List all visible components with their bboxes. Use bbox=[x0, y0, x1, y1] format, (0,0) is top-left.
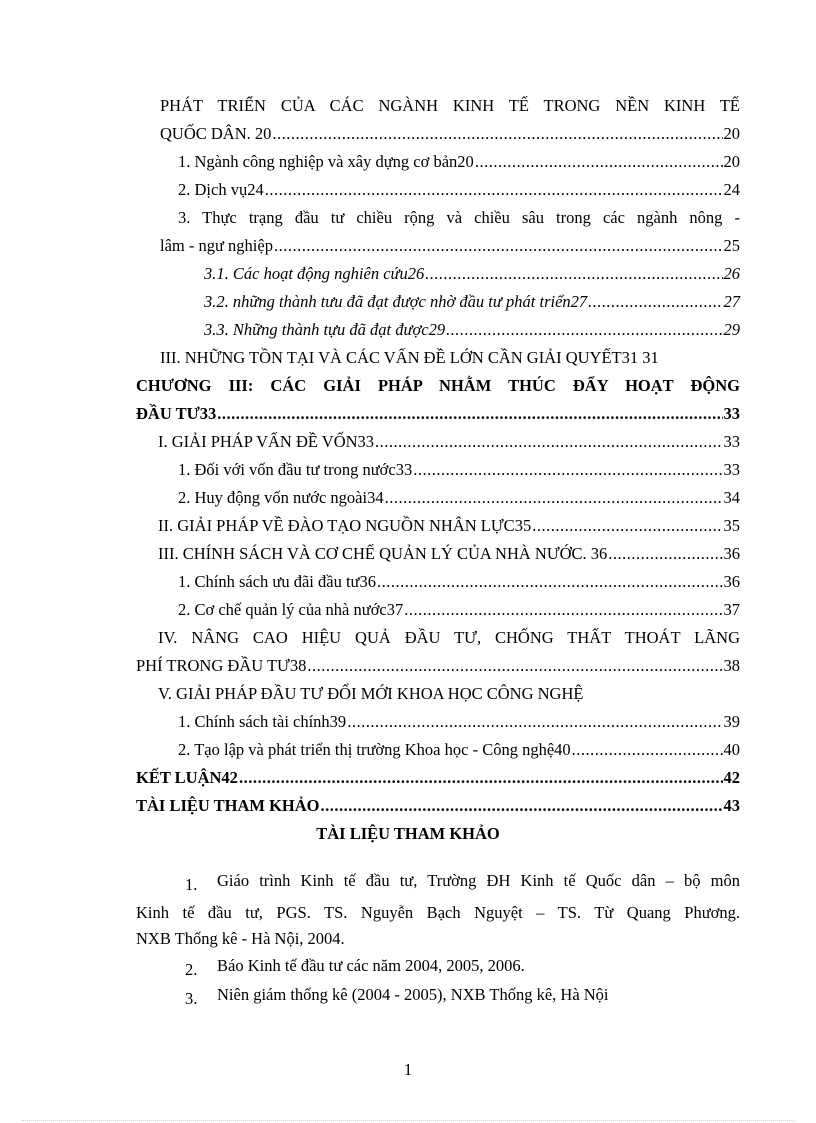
toc-entry-title: 3. Thực trạng đầu tư chiều rộng và chiều sâu trong các ngành nông - bbox=[178, 208, 740, 227]
toc-entry[interactable] bbox=[160, 348, 740, 368]
page-bottom-divider bbox=[22, 1120, 794, 1121]
toc-entry-title: 2. Dịch vụ24 bbox=[178, 180, 264, 199]
toc-entry-title: 3.3. Những thành tựu đã đạt được29 bbox=[204, 320, 446, 339]
toc-entry-title: IV. NÂNG CAO HIỆU QUẢ ĐẦU TƯ, CHỐNG THẤT THOÁT LÃNG bbox=[158, 628, 740, 647]
toc-dot-leader bbox=[404, 600, 722, 620]
toc-dot-leader bbox=[588, 292, 722, 312]
toc-entry-title: 3.1. Các hoạt động nghiên cứu26 bbox=[204, 264, 425, 283]
toc-page-number: 33 bbox=[723, 432, 740, 451]
toc-entry-title: 1. Chính sách ưu đãi đầu tư36 bbox=[178, 572, 376, 591]
reference-item: Niên giám thống kê (2004 - 2005), NXB Thống kê, Hà Nội bbox=[217, 985, 609, 1004]
toc-entry-title: lâm - ngư nghiệp bbox=[160, 236, 273, 255]
references-heading: TÀI LIỆU THAM KHẢO bbox=[316, 824, 500, 843]
toc-entry-title: 1. Chính sách tài chính39 bbox=[178, 712, 347, 731]
toc-entry-title: 3.2. những thành tưu đã đạt được nhờ đầu tư phát triển27 bbox=[204, 292, 588, 311]
toc-entry[interactable] bbox=[178, 208, 740, 228]
reference-item: Báo Kinh tế đầu tư các năm 2004, 2005, 2006. bbox=[217, 956, 525, 975]
toc-entry-title: III. CHÍNH SÁCH VÀ CƠ CHẾ QUẢN LÝ CỦA NHÀ NƯỚC. 36 bbox=[158, 544, 608, 563]
toc-entry[interactable] bbox=[204, 264, 740, 284]
toc-entry-title: III. NHỮNG TỒN TẠI VÀ CÁC VẤN ĐỀ LỚN CẦN GIẢI QUYẾT31 31 bbox=[160, 348, 659, 367]
reference-item: NXB Thống kê - Hà Nội, 2004. bbox=[136, 929, 345, 948]
toc-entry-title: 1. Đối với vốn đầu tư trong nước33 bbox=[178, 460, 413, 479]
toc-page-number: 27 bbox=[723, 292, 740, 311]
toc-dot-leader bbox=[272, 124, 722, 144]
toc-dot-leader bbox=[413, 460, 722, 480]
toc-page-number: 34 bbox=[723, 488, 740, 507]
toc-dot-leader bbox=[446, 320, 722, 340]
toc-dot-leader bbox=[377, 572, 723, 592]
toc-entry-title: TÀI LIỆU THAM KHẢO bbox=[136, 796, 320, 815]
toc-dot-leader bbox=[475, 152, 723, 172]
toc-entry[interactable] bbox=[178, 572, 740, 592]
toc-entry[interactable] bbox=[158, 684, 740, 704]
toc-dot-leader bbox=[425, 264, 722, 284]
toc-entry-title: 2. Huy động vốn nước ngoài34 bbox=[178, 488, 384, 507]
toc-page-number: 20 bbox=[723, 152, 740, 171]
toc-page-number: 37 bbox=[723, 600, 740, 619]
toc-dot-leader bbox=[375, 432, 722, 452]
toc-entry[interactable] bbox=[136, 656, 740, 676]
toc-entry[interactable] bbox=[178, 460, 740, 480]
toc-page-number: 36 bbox=[723, 544, 740, 563]
toc-dot-leader bbox=[532, 516, 722, 536]
toc-entry-title: QUỐC DÂN. 20 bbox=[160, 124, 272, 143]
toc-entry[interactable] bbox=[178, 712, 740, 732]
toc-entry[interactable] bbox=[178, 180, 740, 200]
toc-entry-title: 2. Tạo lập và phát triển thị trường Khoa học - Công nghệ40 bbox=[178, 740, 571, 759]
toc-dot-leader bbox=[608, 544, 722, 564]
toc-entry[interactable] bbox=[178, 152, 740, 172]
toc-entry-title: II. GIẢI PHÁP VỀ ĐÀO TẠO NGUỒN NHÂN LỰC35 bbox=[158, 516, 532, 535]
toc-entry[interactable] bbox=[160, 96, 740, 116]
toc-page-number: 36 bbox=[723, 572, 740, 591]
toc-page-number: 38 bbox=[723, 656, 740, 675]
toc-dot-leader bbox=[239, 768, 723, 788]
toc-entry[interactable] bbox=[160, 236, 740, 256]
toc-dot-leader bbox=[321, 796, 723, 816]
toc-entry-title: 2. Cơ chế quản lý của nhà nước37 bbox=[178, 600, 404, 619]
reference-item: Giáo trình Kinh tế đầu tư, Trường ĐH Kinh tế Quốc dân – bộ môn bbox=[217, 871, 740, 890]
toc-page-number: 25 bbox=[723, 236, 740, 255]
toc-entry[interactable] bbox=[178, 740, 740, 760]
toc-entry[interactable] bbox=[136, 768, 740, 788]
toc-dot-leader bbox=[572, 740, 723, 760]
toc-entry-title: I. GIẢI PHÁP VẤN ĐỀ VỐN33 bbox=[158, 432, 375, 451]
toc-page-number: 39 bbox=[723, 712, 740, 731]
toc-entry[interactable] bbox=[158, 516, 740, 536]
toc-page-number: 40 bbox=[723, 740, 740, 759]
toc-page-number: 42 bbox=[723, 768, 740, 787]
toc-entry[interactable] bbox=[160, 124, 740, 144]
toc-page-number: 33 bbox=[723, 404, 740, 423]
toc-entry[interactable] bbox=[136, 404, 740, 424]
toc-page-number: 24 bbox=[723, 180, 740, 199]
toc-entry[interactable] bbox=[158, 544, 740, 564]
reference-number: 3. bbox=[185, 989, 198, 1008]
toc-entry[interactable] bbox=[204, 320, 740, 340]
toc-entry[interactable] bbox=[136, 376, 740, 396]
toc-page-number: 35 bbox=[723, 516, 740, 535]
toc-entry-title: CHƯƠNG III: CÁC GIẢI PHÁP NHẰM THÚC ĐẨY HOẠT ĐỘNG bbox=[136, 376, 740, 395]
toc-entry[interactable] bbox=[158, 432, 740, 452]
toc-entry[interactable] bbox=[178, 600, 740, 620]
toc-entry[interactable] bbox=[158, 628, 740, 648]
toc-entry-title: PHÍ TRONG ĐẦU TƯ38 bbox=[136, 656, 307, 675]
reference-number: 1. bbox=[185, 875, 198, 894]
toc-page-number: 43 bbox=[723, 796, 740, 815]
toc-entry[interactable] bbox=[178, 488, 740, 508]
toc-dot-leader bbox=[217, 404, 722, 424]
toc-page-number: 26 bbox=[723, 264, 740, 283]
toc-dot-leader bbox=[274, 236, 723, 256]
toc-entry-title: V. GIẢI PHÁP ĐẦU TƯ ĐỔI MỚI KHOA HỌC CÔNG NGHỆ bbox=[158, 684, 584, 703]
toc-dot-leader bbox=[385, 488, 723, 508]
toc-dot-leader bbox=[307, 656, 722, 676]
toc-page-number: 33 bbox=[723, 460, 740, 479]
reference-number: 2. bbox=[185, 960, 198, 979]
toc-entry-title: PHÁT TRIỂN CỦA CÁC NGÀNH KINH TẾ TRONG NỀN KINH TẾ bbox=[160, 96, 740, 115]
toc-entry-title: KẾT LUẬN42 bbox=[136, 768, 238, 787]
toc-dot-leader bbox=[347, 712, 722, 732]
toc-page-number: 29 bbox=[723, 320, 740, 339]
toc-entry-title: 1. Ngành công nghiệp và xây dựng cơ bản20 bbox=[178, 152, 474, 171]
toc-dot-leader bbox=[265, 180, 723, 200]
toc-entry[interactable] bbox=[136, 796, 740, 816]
toc-entry-title: ĐẦU TƯ33 bbox=[136, 404, 217, 423]
toc-entry[interactable] bbox=[204, 292, 740, 312]
toc-page-number: 20 bbox=[723, 124, 740, 143]
reference-item: Kinh tế đầu tư, PGS. TS. Nguyễn Bạch Nguyệt – TS. Từ Quang Phương. bbox=[136, 903, 740, 922]
page-number: 1 bbox=[403, 1060, 413, 1079]
